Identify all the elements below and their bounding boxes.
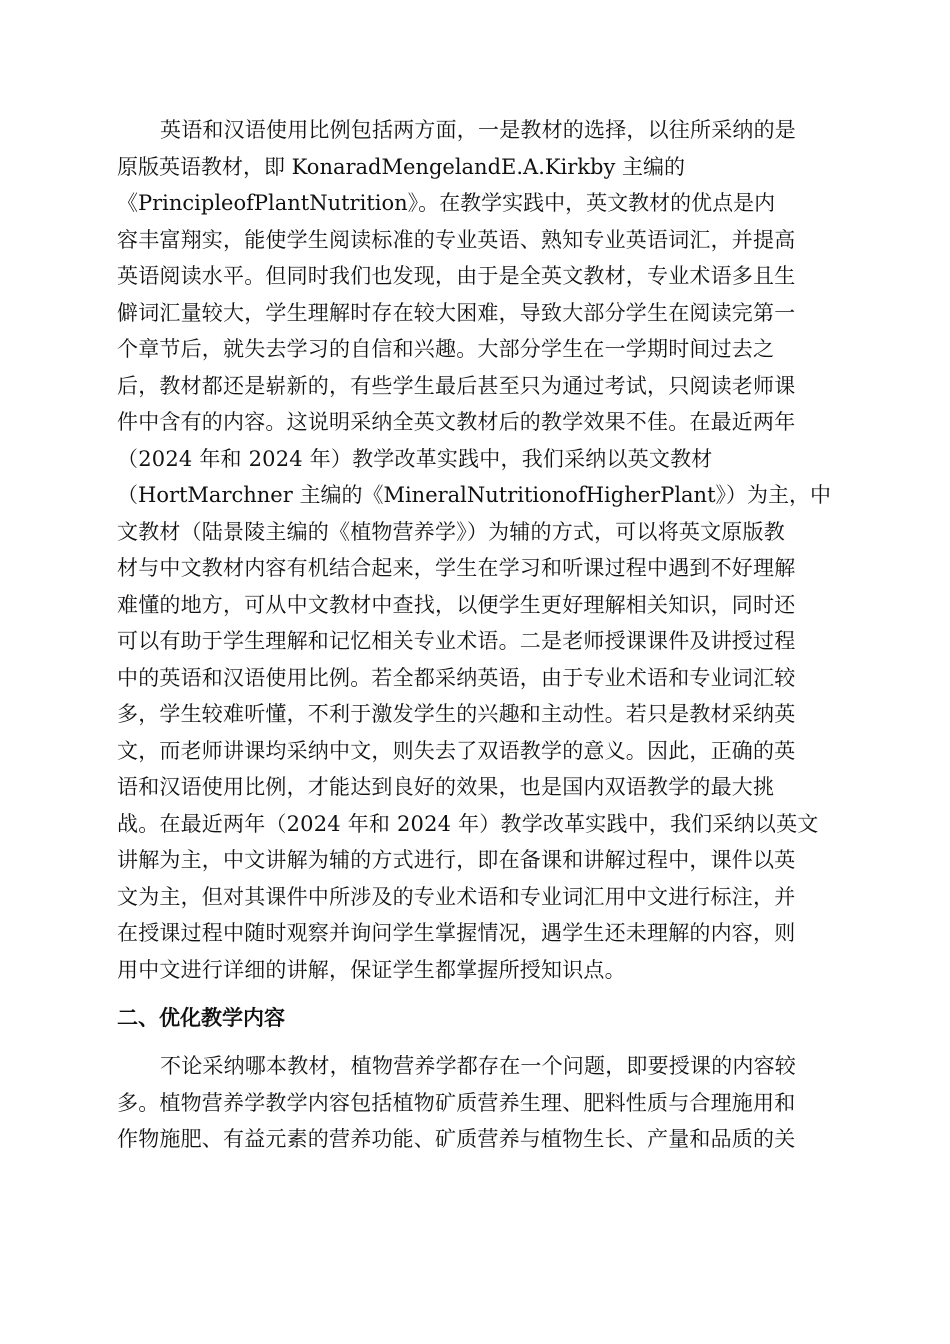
text-line: 后，教材都还是崭新的，有些学生最后甚至只为通过考试，只阅读老师课 bbox=[117, 373, 796, 398]
text-line: 作物施肥、有益元素的营养功能、矿质营养与植物生长、产量和品质的关 bbox=[117, 1127, 796, 1151]
text-line: 可以有助于学生理解和记忆相关专业术语。二是老师授课课件及讲授过程 bbox=[117, 629, 796, 653]
text-line: （HortMarchner 主编的《MineralNutritionofHigherPlant》）为主，中 bbox=[117, 483, 832, 507]
paragraph-textbook-language-ratio bbox=[117, 112, 833, 988]
text-line: 僻词汇量较大，学生理解时存在较大困难，导致大部分学生在阅读完第一 bbox=[117, 300, 796, 325]
text-line: 文教材（陆景陵主编的《植物营养学》）为辅的方式，可以将英文原版教 bbox=[117, 519, 785, 544]
text-line: 《PrincipleofPlantNutrition》。在教学实践中，英文教材的优点是内 bbox=[117, 191, 776, 215]
paragraph-teaching-content bbox=[117, 1048, 833, 1158]
text-line: 不论采纳哪本教材，植物营养学都存在一个问题，即要授课的内容较 bbox=[160, 1054, 796, 1078]
text-line: 原版英语教材，即 KonaradMengelandE.A.Kirkby 主编的 bbox=[117, 154, 686, 179]
text-line: 件中含有的内容。这说明采纳全英文教材后的教学效果不佳。在最近两年 bbox=[117, 410, 796, 434]
section-heading-optimize-content: 二、优化教学内容 bbox=[117, 1006, 285, 1030]
text-line: 文为主，但对其课件中所涉及的专业术语和专业词汇用中文进行标注，并 bbox=[117, 884, 796, 909]
text-line: 难懂的地方，可从中文教材中查找，以便学生更好理解相关知识，同时还 bbox=[117, 592, 796, 617]
text-line: 在授课过程中随时观察并询问学生掌握情况，遇学生还未理解的内容，则 bbox=[117, 921, 796, 945]
text-line: 语和汉语使用比例，才能达到良好的效果，也是国内双语教学的最大挑 bbox=[117, 775, 775, 799]
text-line: 讲解为主，中文讲解为辅的方式进行，即在备课和讲解过程中，课件以英 bbox=[117, 848, 796, 872]
text-line: 容丰富翔实，能使学生阅读标准的专业英语、熟知专业英语词汇，并提高 bbox=[117, 227, 796, 252]
text-line: 英语阅读水平。但同时我们也发现，由于是全英文教材，专业术语多且生 bbox=[117, 264, 796, 288]
text-line: 多，学生较难听懂，不利于激发学生的兴趣和主动性。若只是教材采纳英 bbox=[117, 702, 796, 726]
document-body bbox=[117, 112, 833, 1158]
text-line: （2024 年和 2024 年）教学改革实践中，我们采纳以英文教材 bbox=[117, 446, 713, 471]
text-line: 用中文进行详细的讲解，保证学生都掌握所授知识点。 bbox=[117, 957, 626, 982]
text-line: 战。在最近两年（2024 年和 2024 年）教学改革实践中，我们采纳以英文 bbox=[117, 811, 819, 836]
text-line: 个章节后，就失去学习的自信和兴趣。大部分学生在一学期时间过去之 bbox=[117, 337, 775, 361]
text-line: 中的英语和汉语使用比例。若全都采纳英语，由于专业术语和专业词汇较 bbox=[117, 665, 796, 690]
text-line: 文，而老师讲课均采纳中文，则失去了双语教学的意义。因此，正确的英 bbox=[117, 738, 796, 763]
text-line: 材与中文教材内容有机结合起来，学生在学习和听课过程中遇到不好理解 bbox=[117, 556, 796, 580]
text-line: 英语和汉语使用比例包括两方面，一是教材的选择，以往所采纳的是 bbox=[160, 118, 796, 142]
text-line: 多。植物营养学教学内容包括植物矿质营养生理、肥料性质与合理施用和 bbox=[117, 1090, 796, 1115]
